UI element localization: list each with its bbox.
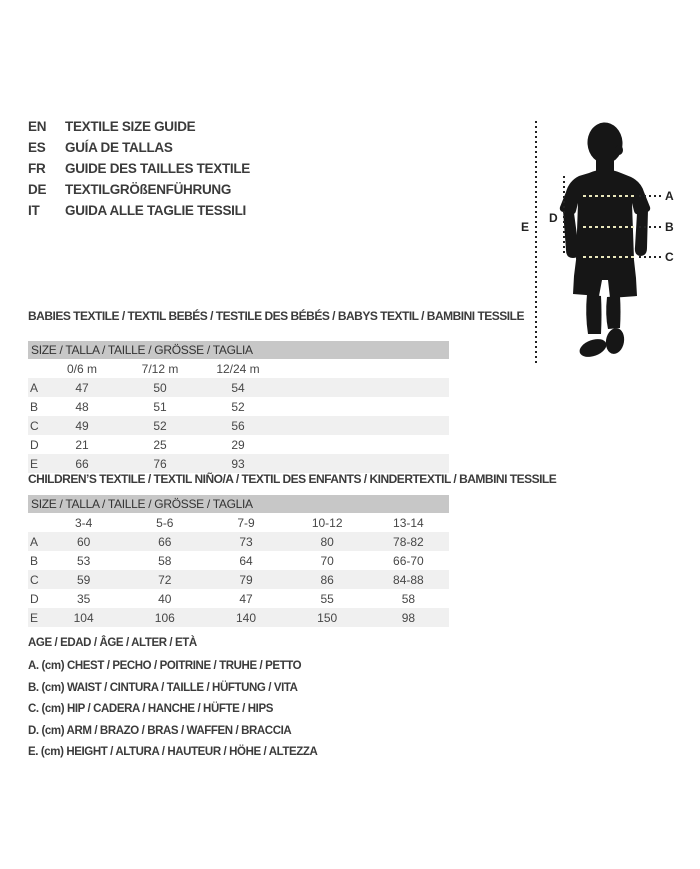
cell: 150 [287,608,368,627]
cell: 58 [401,591,416,606]
cell: 86 [287,570,368,589]
language-row [28,116,250,137]
babies-section-title: BABIES TEXTILE / TEXTIL BEBÉS / TESTILE DES BÉBÉS / BABYS TEXTIL / BAMBINI TESSILE [28,309,524,323]
table-row [28,435,449,454]
cell: 21 [75,437,89,452]
cell: 106 [124,608,205,627]
cell: 50 [121,378,199,397]
table-row [28,416,449,435]
chest-dotted-line-outer [639,195,661,197]
table-row [28,454,449,473]
cell: 66 [43,454,121,473]
row-label: B [30,553,39,568]
row-label: A [28,532,43,551]
cell: 52 [121,416,199,435]
cell: 48 [75,399,89,414]
cell: 52 [231,399,245,414]
children-size-table [28,513,449,627]
height-dotted-line [535,121,537,364]
language-row [28,158,250,179]
table-row [28,608,449,627]
language-code: DE [28,182,47,197]
cell: 98 [368,608,449,627]
measurement-figure-panel [513,110,700,372]
cell: 84-88 [368,570,449,589]
column-header: 7-9 [237,515,255,530]
size-header-bar: SIZE / TALLA / TAILLE / GRÖSSE / TAGLIA [28,495,449,513]
table-row [28,532,449,551]
language-code: ES [28,140,46,155]
guide-title: GUIDA ALLE TAGLIE TESSILI [65,203,246,218]
column-header: 12/24 m [216,361,260,376]
row-label: E [28,454,43,473]
row-label: D [30,437,39,452]
row-label: B [30,399,39,414]
hip-dotted-line-outer [639,256,661,258]
row-label: C [28,416,43,435]
row-label: A [28,378,43,397]
language-row [28,179,250,200]
cell: 35 [76,591,91,606]
cell: 59 [43,570,124,589]
cell: 53 [76,553,91,568]
column-header-row [28,513,449,532]
guide-title: GUIDE DES TAILLES TEXTILE [65,161,251,176]
row-label: E [28,608,43,627]
size-header-bar: SIZE / TALLA / TAILLE / GRÖSSE / TAGLIA [28,341,449,359]
chest-dotted-line [583,195,635,197]
guide-title: GUÍA DE TALLAS [65,140,173,155]
table-row [28,397,449,416]
language-title-list [28,116,250,221]
chest-measure-label: A [665,189,674,203]
table-row [28,589,449,608]
column-header: 10-12 [311,515,343,530]
language-code: EN [28,119,47,134]
cell: 70 [320,553,334,568]
legend-height-line: E. (cm) HEIGHT / ALTURA / HAUTEUR / HÖHE / ALTEZZA [28,746,318,759]
table-row [28,378,449,397]
column-header: 0/6 m [66,361,97,376]
language-code: FR [28,161,46,176]
babies-size-table [28,359,449,473]
cell: 55 [320,591,334,606]
cell: 79 [205,570,286,589]
guide-title: TEXTILE SIZE GUIDE [65,119,196,134]
cell: 49 [43,416,121,435]
row-label: C [28,570,43,589]
legend-arm-line: D. (cm) ARM / BRAZO / BRAS / WAFFEN / BRACCIA [28,724,292,737]
language-code: IT [28,203,40,218]
cell: 47 [239,591,253,606]
legend-age-line: AGE / EDAD / ÂGE / ALTER / ETÀ [28,637,197,649]
cell: 66 [124,532,205,551]
cell: 73 [205,532,286,551]
column-header: 13-14 [393,515,424,530]
column-header-row [28,359,449,378]
language-row [28,200,250,221]
arm-measure-label: D [549,211,558,225]
language-row [28,137,250,158]
legend-waist-line: B. (cm) WAIST / CINTURA / TAILLE / HÜFTUNG / VITA [28,681,298,694]
legend-chest-line: A. (cm) CHEST / PECHO / POITRINE / TRUHE / PETTO [28,660,302,673]
babies-textile-section [28,309,524,473]
cell: 64 [239,553,253,568]
column-header: 7/12 m [141,361,179,376]
cell: 72 [124,570,205,589]
cell: 66-70 [393,553,424,568]
cell: 58 [158,553,172,568]
child-silhouette [513,110,700,372]
cell: 104 [43,608,124,627]
cell: 25 [153,437,167,452]
legend-hip-line: C. (cm) HIP / CADERA / HANCHE / HÜFTE / HIPS [28,703,274,716]
cell: 40 [158,591,172,606]
cell: 56 [199,416,277,435]
cell: 76 [121,454,199,473]
waist-measure-label: B [665,220,674,234]
hip-dotted-line [583,256,635,258]
height-measure-label: E [521,220,530,234]
cell: 51 [153,399,167,414]
column-header: 3-4 [74,515,93,530]
cell: 29 [231,437,245,452]
children-textile-section [28,472,557,627]
cell: 47 [43,378,121,397]
cell: 140 [205,608,286,627]
column-header: 5-6 [156,515,174,530]
guide-title: TEXTILGRÖßENFÜHRUNG [65,182,232,197]
children-section-title: CHILDREN’S TEXTILE / TEXTIL NIÑO/A / TEXTIL DES ENFANTS / KINDERTEXTIL / BAMBINI TESSILE [28,472,557,486]
hip-measure-label: C [665,250,674,264]
waist-dotted-line-outer [639,226,661,228]
cell: 54 [199,378,277,397]
cell: 80 [287,532,368,551]
waist-dotted-line [583,226,635,228]
measurement-legend [28,633,317,763]
arm-dotted-line [563,176,565,256]
cell: 93 [199,454,277,473]
row-label: D [30,591,39,606]
cell: 78-82 [368,532,449,551]
cell: 60 [43,532,124,551]
table-row [28,551,449,570]
table-row [28,570,449,589]
